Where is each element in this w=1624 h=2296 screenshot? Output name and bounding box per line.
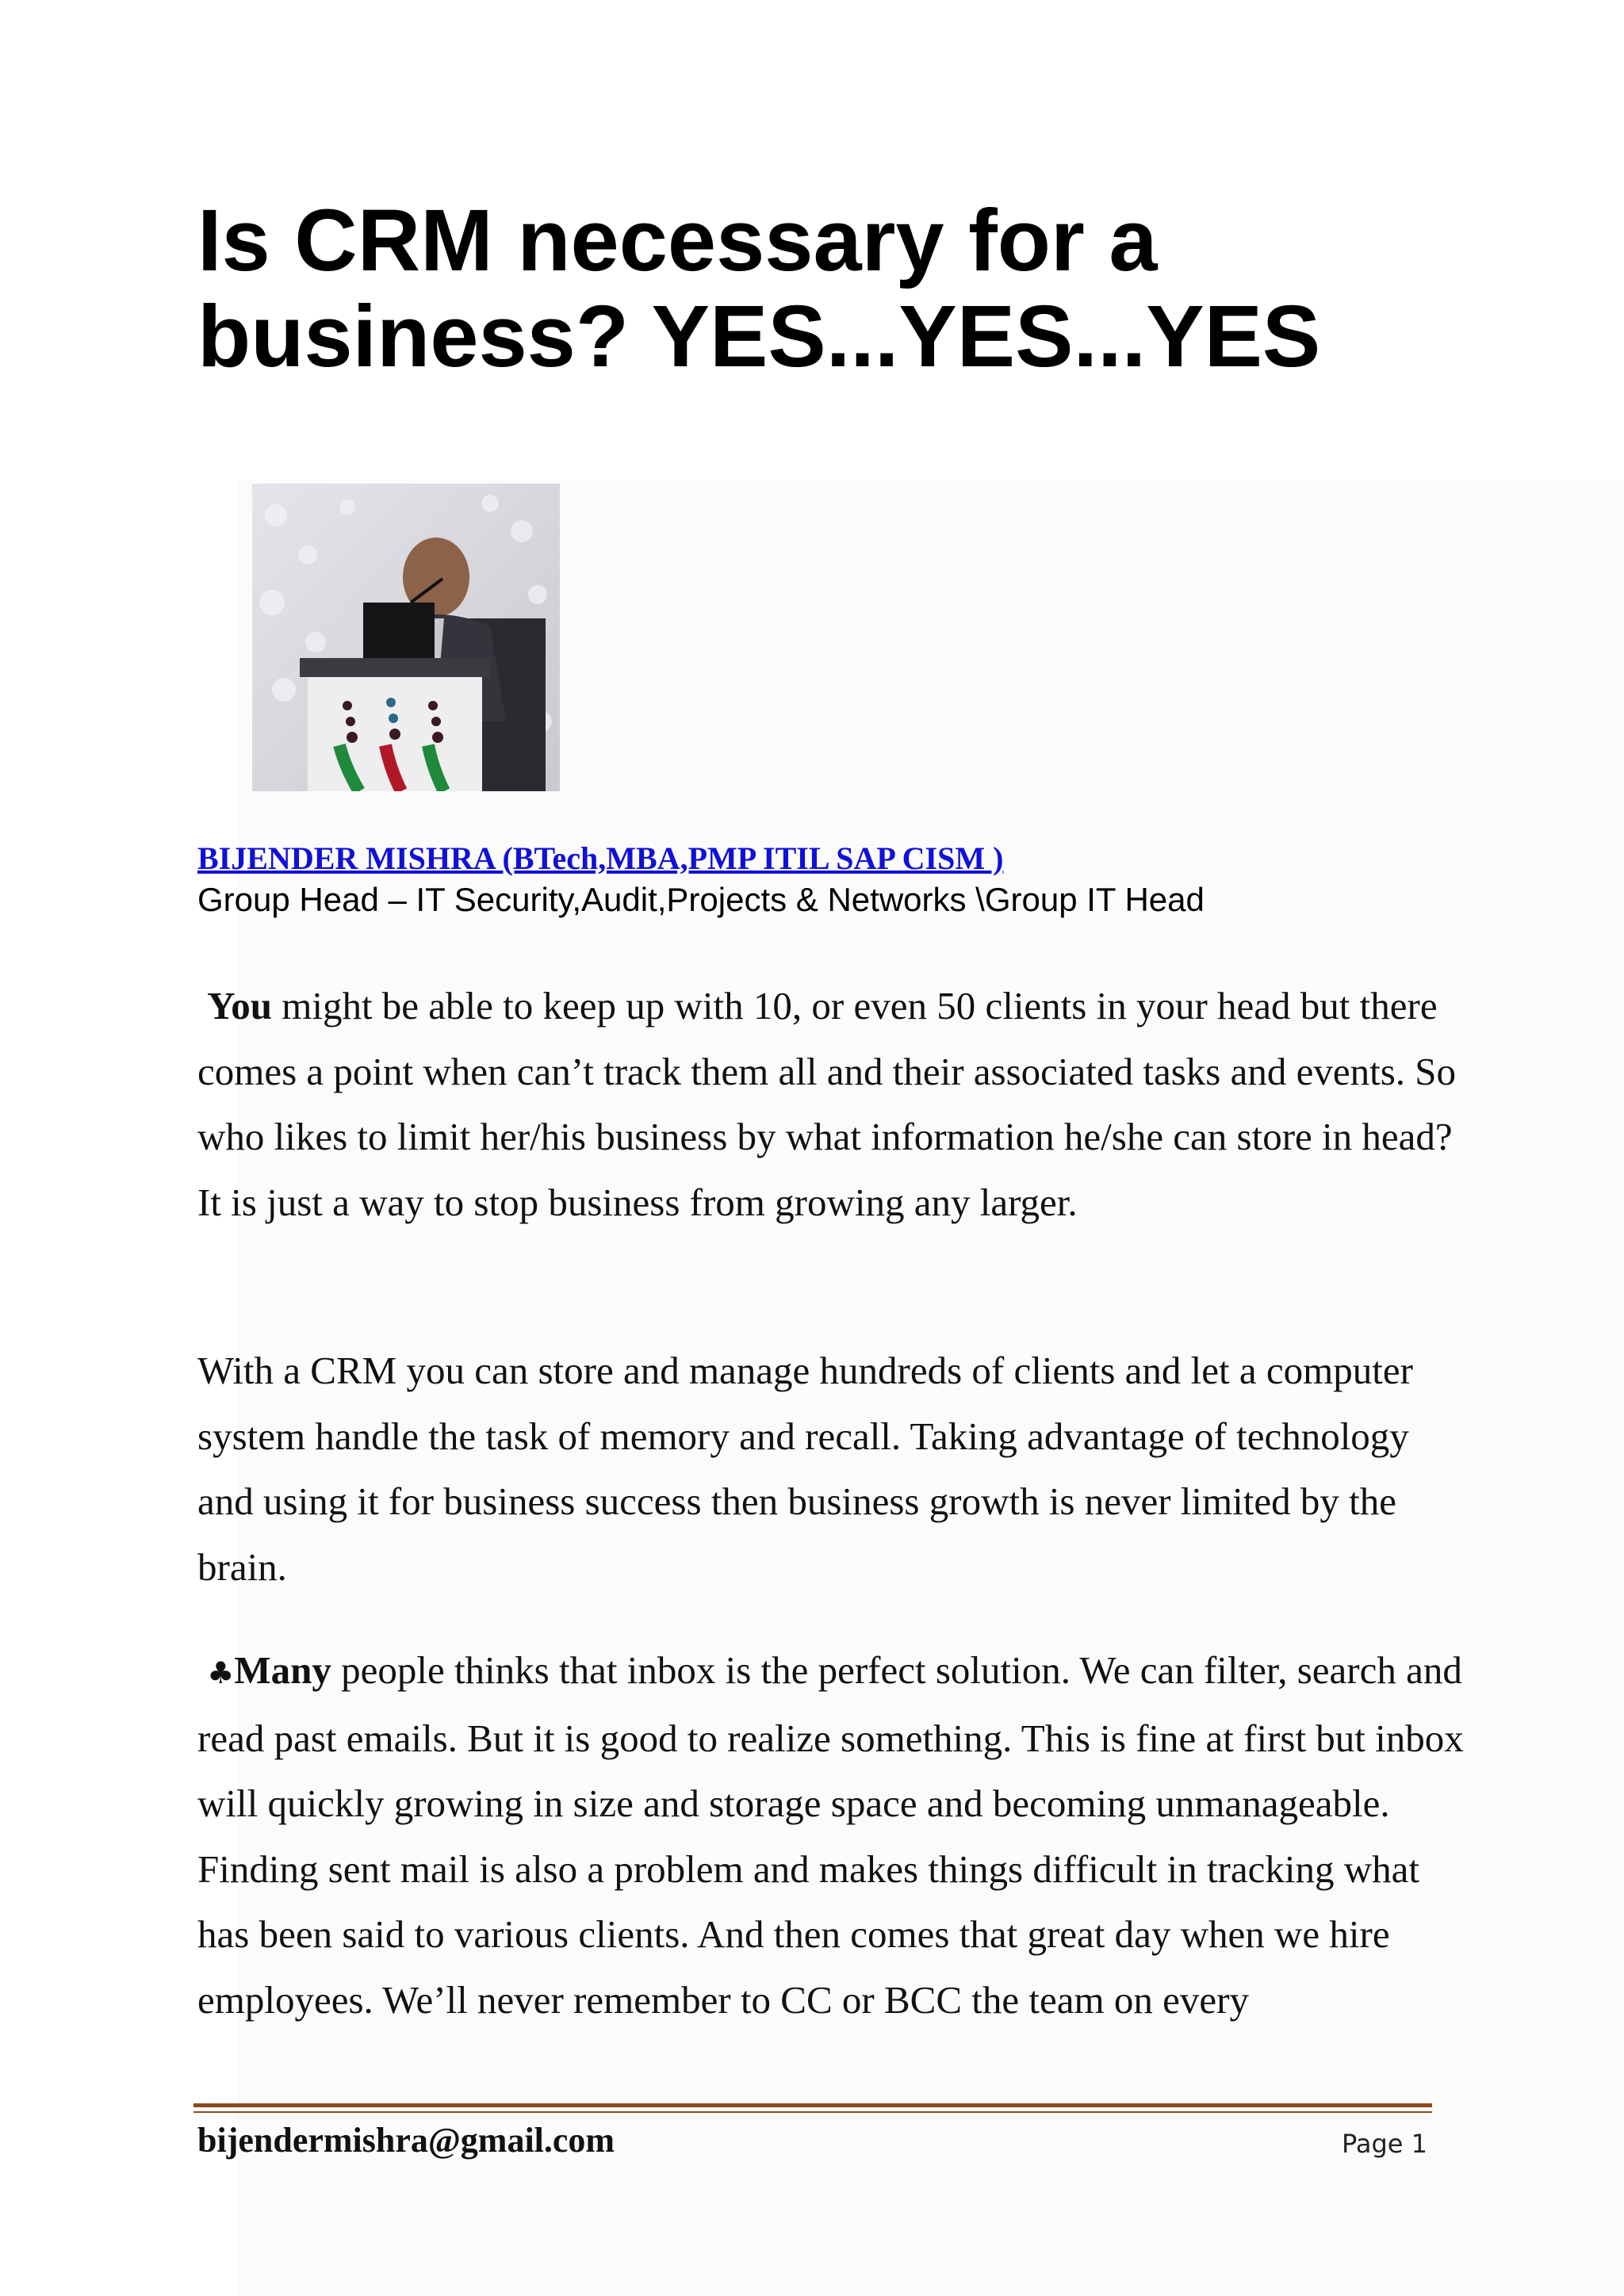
page-title: Is CRM necessary for a business? YES...YES...YES — [197, 192, 1321, 385]
paragraph-2 — [197, 1338, 1466, 1600]
page-number: Page 1 — [1342, 2129, 1427, 2159]
author-photo — [252, 484, 560, 791]
footer-email: bijendermishra@gmail.com — [197, 2121, 615, 2160]
club-bullet-icon: ♣ — [207, 1655, 235, 1690]
speaker-at-podium-image — [252, 484, 560, 791]
paragraph-3 — [197, 1638, 1466, 2033]
paragraph-2-text: With a CRM you can store and manage hundreds of clients and let a computer system handle the task of memory and recall. Taking advantage of technology and using it for business success then business growth is never limited by the brain. — [197, 1349, 1413, 1589]
paragraph-1 — [197, 974, 1466, 1235]
paragraph-3-text: people thinks that inbox is the perfect solution. We can filter, search and read past emails. But it is good to realize something. This is fine at first but inbox will quickly growing in size and storage space and becoming unmanageable. Finding sent mail is also a problem and makes things difficult in tracking what has been said to various clients. And then comes that great day when we hire employees. We’ll never remember to CC or BCC the team on every — [197, 1648, 1464, 2022]
author-name-link[interactable]: BIJENDER MISHRA (BTech,MBA,PMP ITIL SAP CISM ) — [197, 840, 1004, 876]
paragraph-3-lead: Many — [234, 1648, 331, 1692]
author-block — [197, 839, 1205, 921]
author-role: Group Head – IT Security,Audit,Projects & Networks \Group IT Head — [197, 881, 1205, 918]
paragraph-1-text: might be able to keep up with 10, or even 50 clients in your head but there comes a point when can’t track them all and their associated tasks and events. So who likes to limit her/his business by what information he/she can store in head? It is just a way to stop business from growing any larger. — [197, 984, 1457, 1224]
footer-rule-thin — [193, 2111, 1432, 2113]
footer-rule-thick — [193, 2103, 1432, 2107]
paragraph-1-lead: You — [207, 984, 272, 1027]
